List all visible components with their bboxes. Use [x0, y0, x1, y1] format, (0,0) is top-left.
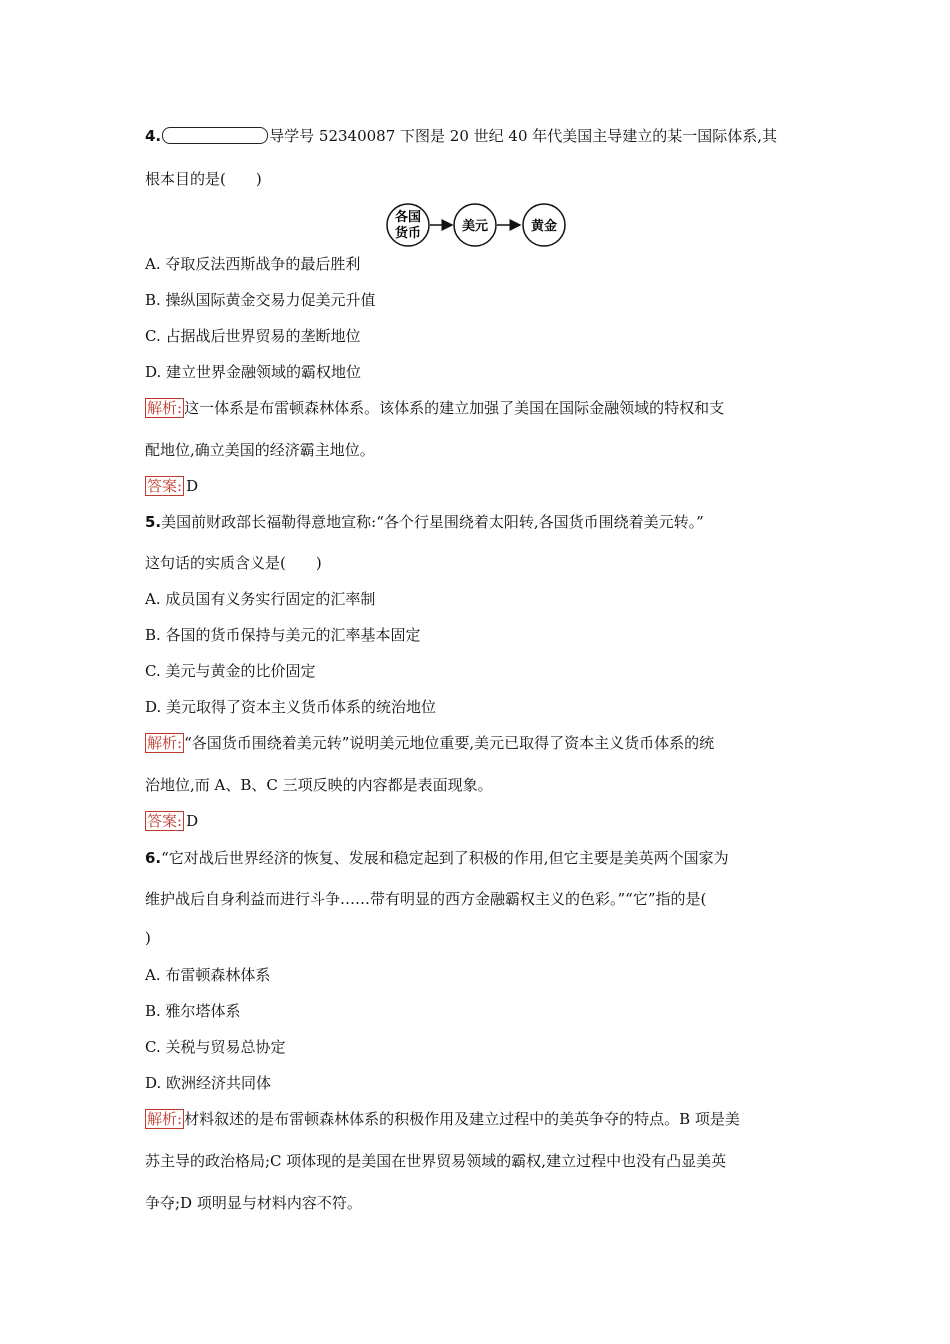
- q4-analysis-tag: 解析:: [147, 399, 183, 417]
- q6-option-b: B. 雅尔塔体系: [145, 1002, 241, 1020]
- node-usd-label: 美元: [461, 219, 489, 234]
- q6-analysis-line2: 苏主导的政治格局;C 项体现的是美国在世界贸易领域的霸权,建立过程中也没有凸显美英: [145, 1152, 727, 1170]
- q5-option-c: C. 美元与黄金的比价固定: [145, 662, 316, 680]
- q5-answer-value: D: [186, 812, 199, 830]
- q4-answer-value: D: [186, 477, 199, 495]
- q5-option-b: B. 各国的货币保持与美元的汇率基本固定: [145, 626, 421, 644]
- q4-analysis-line1: [145, 398, 724, 418]
- q5-stem-text-1: 美国前财政部长福勒得意地宣称:“各个行星围绕着太阳转,各国货币围绕着美元转。”: [161, 513, 704, 531]
- q4-number: 4.: [145, 127, 162, 145]
- q6-stem-line2: 维护战后自身利益而进行斗争……带有明显的西方金融霸权主义的色彩。”“它”指的是(: [145, 890, 707, 908]
- q5-stem-line1: [145, 512, 704, 532]
- q5-option-d: D. 美元取得了资本主义货币体系的统治地位: [145, 698, 437, 716]
- q6-stem-text-1: “它对战后世界经济的恢复、发展和稳定起到了积极的作用,但它主要是美英两个国家为: [161, 849, 729, 867]
- node-currencies-label-1: 各国: [394, 210, 422, 225]
- flow-diagram: [384, 201, 569, 249]
- q5-answer-line: [145, 811, 198, 831]
- q5-analysis-line1: [145, 733, 714, 753]
- q6-stem-line1: [145, 848, 729, 868]
- q4-stem-line2: 根本目的是( ): [145, 170, 262, 188]
- q6-analysis-tag: 解析:: [147, 1110, 183, 1128]
- q5-answer-tag: 答案:: [147, 812, 183, 830]
- node-currencies-label-2: 货币: [394, 226, 422, 241]
- q4-stem-text-1: 导学号 52340087 下图是 20 世纪 40 年代美国主导建立的某一国际体系,其: [269, 127, 778, 145]
- q5-analysis-text-1: “各国货币围绕着美元转”说明美元地位重要,美元已取得了资本主义货币体系的统: [184, 734, 715, 752]
- q6-option-a: A. 布雷顿森林体系: [145, 966, 271, 984]
- q6-analysis-text-1: 材料叙述的是布雷顿森林体系的积极作用及建立过程中的美英争夺的特点。B 项是美: [184, 1110, 740, 1128]
- q6-stem-line3: ): [145, 929, 151, 947]
- node-gold-label: 黄金: [530, 219, 558, 234]
- q4-option-b: B. 操纵国际黄金交易力促美元升值: [145, 291, 376, 309]
- q5-option-a: A. 成员国有义务实行固定的汇率制: [145, 590, 376, 608]
- q5-stem-line2: 这句话的实质含义是( ): [145, 554, 322, 572]
- q5-number: 5.: [145, 513, 162, 531]
- q4-answer-line: [145, 476, 198, 496]
- q6-analysis-line1: [145, 1109, 740, 1129]
- q6-option-d: D. 欧洲经济共同体: [145, 1074, 272, 1092]
- q6-option-c: C. 关税与贸易总协定: [145, 1038, 286, 1056]
- q4-stem-line1: [145, 126, 777, 146]
- q6-analysis-line3: 争夺;D 项明显与材料内容不符。: [145, 1194, 362, 1212]
- q4-analysis-line2: 配地位,确立美国的经济霸主地位。: [145, 441, 375, 459]
- q4-option-d: D. 建立世界金融领域的霸权地位: [145, 363, 362, 381]
- q4-answer-tag: 答案:: [147, 477, 183, 495]
- guide-number-box: [162, 127, 268, 144]
- q4-analysis-text-1: 这一体系是布雷顿森林体系。该体系的建立加强了美国在国际金融领域的特权和支: [184, 399, 725, 417]
- q6-number: 6.: [145, 849, 162, 867]
- q5-analysis-tag: 解析:: [147, 734, 183, 752]
- q4-option-a: A. 夺取反法西斯战争的最后胜利: [145, 255, 361, 273]
- q4-option-c: C. 占据战后世界贸易的垄断地位: [145, 327, 361, 345]
- q5-analysis-line2: 治地位,而 A、B、C 三项反映的内容都是表面现象。: [145, 776, 493, 794]
